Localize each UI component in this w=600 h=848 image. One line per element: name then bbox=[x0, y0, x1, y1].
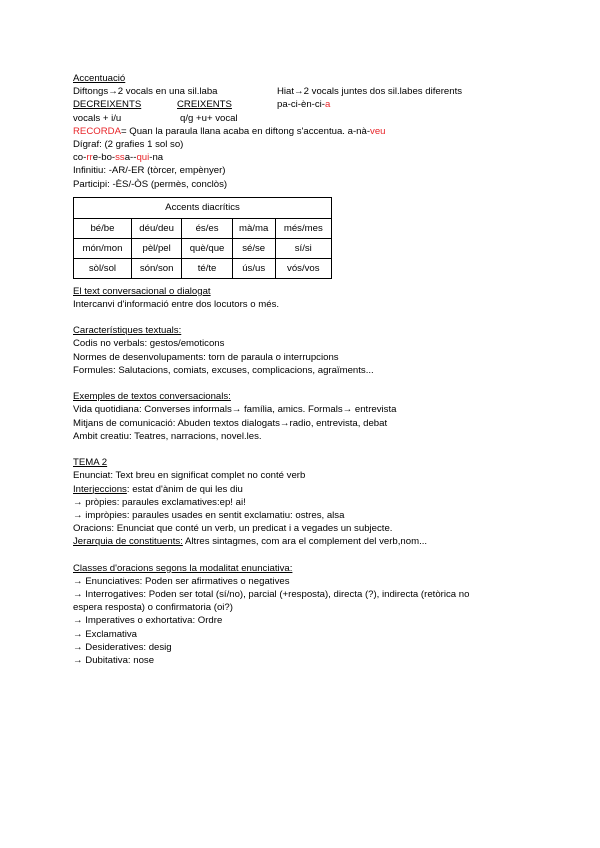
exemples-line bbox=[73, 430, 573, 443]
exemples-line bbox=[73, 417, 573, 430]
table-row bbox=[74, 218, 332, 238]
propies-text: → pròpies: paraules exclamatives:ep! ai! bbox=[73, 496, 246, 508]
hiat-text: Hiat→2 vocals juntes dos sil.labes diferents bbox=[277, 86, 463, 98]
tema-heading bbox=[73, 456, 573, 469]
accentuacio-title: Accentuació bbox=[73, 73, 126, 84]
vocals-line bbox=[73, 112, 573, 125]
enunciat-text: Enunciat: Text breu en significat complet no conté verb bbox=[73, 470, 306, 482]
example-part: -na bbox=[149, 152, 164, 164]
creixents-line bbox=[73, 98, 573, 111]
paciencia-part: pa-ci-èn-ci- bbox=[277, 99, 325, 111]
table-cell: déu/deu bbox=[131, 218, 181, 238]
recorda-line bbox=[73, 125, 573, 138]
classes-title: Classes d'oracions segons la modalitat enunciativa: bbox=[73, 562, 293, 574]
table-header: Accents diacrítics bbox=[74, 197, 332, 218]
participi-line bbox=[73, 178, 573, 191]
caract-text: Codis no verbals: gestos/emoticons bbox=[73, 338, 225, 350]
example-highlight-qui: qui bbox=[136, 152, 150, 164]
classes-text: → Desideratives: desig bbox=[73, 641, 172, 653]
conv-def bbox=[73, 298, 573, 311]
recorda-highlight: veu bbox=[370, 125, 386, 137]
digraf-example bbox=[73, 151, 573, 164]
digraf-text: Dígraf: (2 grafies 1 sol so) bbox=[73, 138, 184, 150]
jerarquia-text: Altres sintagmes, com ara el complement del verb,nom... bbox=[182, 536, 428, 548]
classes-text: → Imperatives o exhortativa: Ordre bbox=[73, 615, 223, 627]
tema-line bbox=[73, 535, 573, 548]
participi-text: Participi: -ÈS/-ÒS (permès, conclòs) bbox=[73, 178, 228, 190]
document-page bbox=[73, 72, 573, 667]
exemples-text: Vida quotidiana: Converses informals→ família, amics. Formals→ entrevista bbox=[73, 404, 397, 416]
infinitiu-line bbox=[73, 164, 573, 177]
paciencia-example bbox=[277, 98, 330, 111]
oracions-text: Oracions: Enunciat que conté un verb, un predicat i a vegades un subjecte. bbox=[73, 523, 393, 535]
caract-line bbox=[73, 337, 573, 350]
table-cell: món/mon bbox=[74, 238, 132, 258]
classes-line bbox=[73, 575, 573, 588]
classes-line bbox=[73, 641, 573, 654]
example-part: co- bbox=[73, 152, 87, 164]
qgu-text: q/g +u+ vocal bbox=[180, 112, 238, 124]
table-cell: pèl/pel bbox=[131, 238, 181, 258]
table-cell: són/son bbox=[131, 258, 181, 278]
accents-diacritics-table bbox=[73, 197, 332, 279]
classes-line bbox=[73, 628, 573, 641]
table-cell: sí/si bbox=[275, 238, 331, 258]
diftongs-line bbox=[73, 85, 573, 98]
table-cell: què/que bbox=[182, 238, 232, 258]
jerarquia-label: Jerarquia de constituents: bbox=[73, 536, 183, 548]
caract-text: Formules: Salutacions, comiats, excuses, complicacions, agraïments... bbox=[73, 364, 374, 376]
impropies-text: → impròpies: paraules usades en sentit exclamatiu: ostres, alsa bbox=[73, 509, 345, 521]
tema-title: TEMA 2 bbox=[73, 457, 108, 469]
classes-text: → Interrogatives: Poden ser total (sí/no), parcial (+resposta), directa (?), indirecta (retòrica no bbox=[73, 589, 470, 600]
recorda-text: = Quan la paraula llana acaba en diftong s'accentua. a-nà- bbox=[120, 125, 371, 137]
accentuacio-heading bbox=[73, 72, 573, 85]
exemples-line bbox=[73, 403, 573, 416]
table-row bbox=[74, 258, 332, 278]
caract-title: Característiques textuals: bbox=[73, 325, 182, 337]
classes-line bbox=[73, 654, 573, 667]
table-cell: ús/us bbox=[232, 258, 275, 278]
table-cell: té/te bbox=[182, 258, 232, 278]
exemples-heading bbox=[73, 390, 573, 403]
classes-line bbox=[73, 614, 573, 627]
table-cell: més/mes bbox=[275, 218, 331, 238]
diftongs-text: Diftongs→2 vocals en una sil.laba bbox=[73, 86, 218, 98]
classes-text: → Exclamativa bbox=[73, 628, 137, 640]
table-row bbox=[74, 238, 332, 258]
paciencia-highlight: a bbox=[324, 99, 331, 111]
interjeccions-label: Interjeccions bbox=[73, 483, 127, 495]
conv-heading bbox=[73, 285, 573, 298]
caract-line bbox=[73, 364, 573, 377]
tema-line bbox=[73, 522, 573, 535]
table-cell: vós/vos bbox=[275, 258, 331, 278]
classes-text: espera resposta) o confirmatoria (oi?) bbox=[73, 602, 233, 614]
conv-def-text: Intercanvi d'informació entre dos locutors o més. bbox=[73, 298, 280, 310]
caract-line bbox=[73, 351, 573, 364]
classes-text: → Enunciatives: Poden ser afirmatives o negatives bbox=[73, 575, 290, 587]
tema-line bbox=[73, 469, 573, 482]
example-part: e-bo- bbox=[92, 152, 116, 164]
example-part: a-- bbox=[124, 152, 137, 164]
table-cell: mà/ma bbox=[232, 218, 275, 238]
infinitiu-text: Infinitiu: -AR/-ER (tòrcer, empènyer) bbox=[73, 165, 226, 177]
digraf-line bbox=[73, 138, 573, 151]
table-cell: bé/be bbox=[74, 218, 132, 238]
decreixents-label: DECREIXENTS bbox=[73, 99, 142, 111]
classes-line bbox=[73, 601, 573, 614]
recorda-label: RECORDA bbox=[73, 125, 121, 137]
classes-heading bbox=[73, 562, 573, 575]
exemples-text: Ambit creatiu: Teatres, narracions, novel.les. bbox=[73, 430, 262, 442]
exemples-title: Exemples de textos conversacionals: bbox=[73, 391, 231, 403]
conv-title: El text conversacional o dialogat bbox=[73, 285, 211, 297]
table-cell: és/es bbox=[182, 218, 232, 238]
tema-line bbox=[73, 496, 573, 509]
vocals-text: vocals + i/u bbox=[73, 112, 122, 124]
classes-line bbox=[73, 588, 573, 601]
interjeccions-text: : estat d'ànim de qui les diu bbox=[126, 483, 243, 495]
caract-text: Normes de desenvolupaments: torn de paraula o interrupcions bbox=[73, 351, 339, 363]
caract-heading bbox=[73, 324, 573, 337]
tema-line bbox=[73, 483, 573, 496]
classes-text: → Dubitativa: nose bbox=[73, 654, 155, 666]
creixents-label: CREIXENTS bbox=[177, 99, 232, 111]
tema-line bbox=[73, 509, 573, 522]
exemples-text: Mitjans de comunicació: Abuden textos dialogats→radio, entrevista, debat bbox=[73, 417, 388, 429]
table-cell: sé/se bbox=[232, 238, 275, 258]
example-highlight-ss: ss bbox=[115, 152, 125, 164]
table-cell: sòl/sol bbox=[74, 258, 132, 278]
example-highlight-rr: rr bbox=[86, 152, 93, 164]
